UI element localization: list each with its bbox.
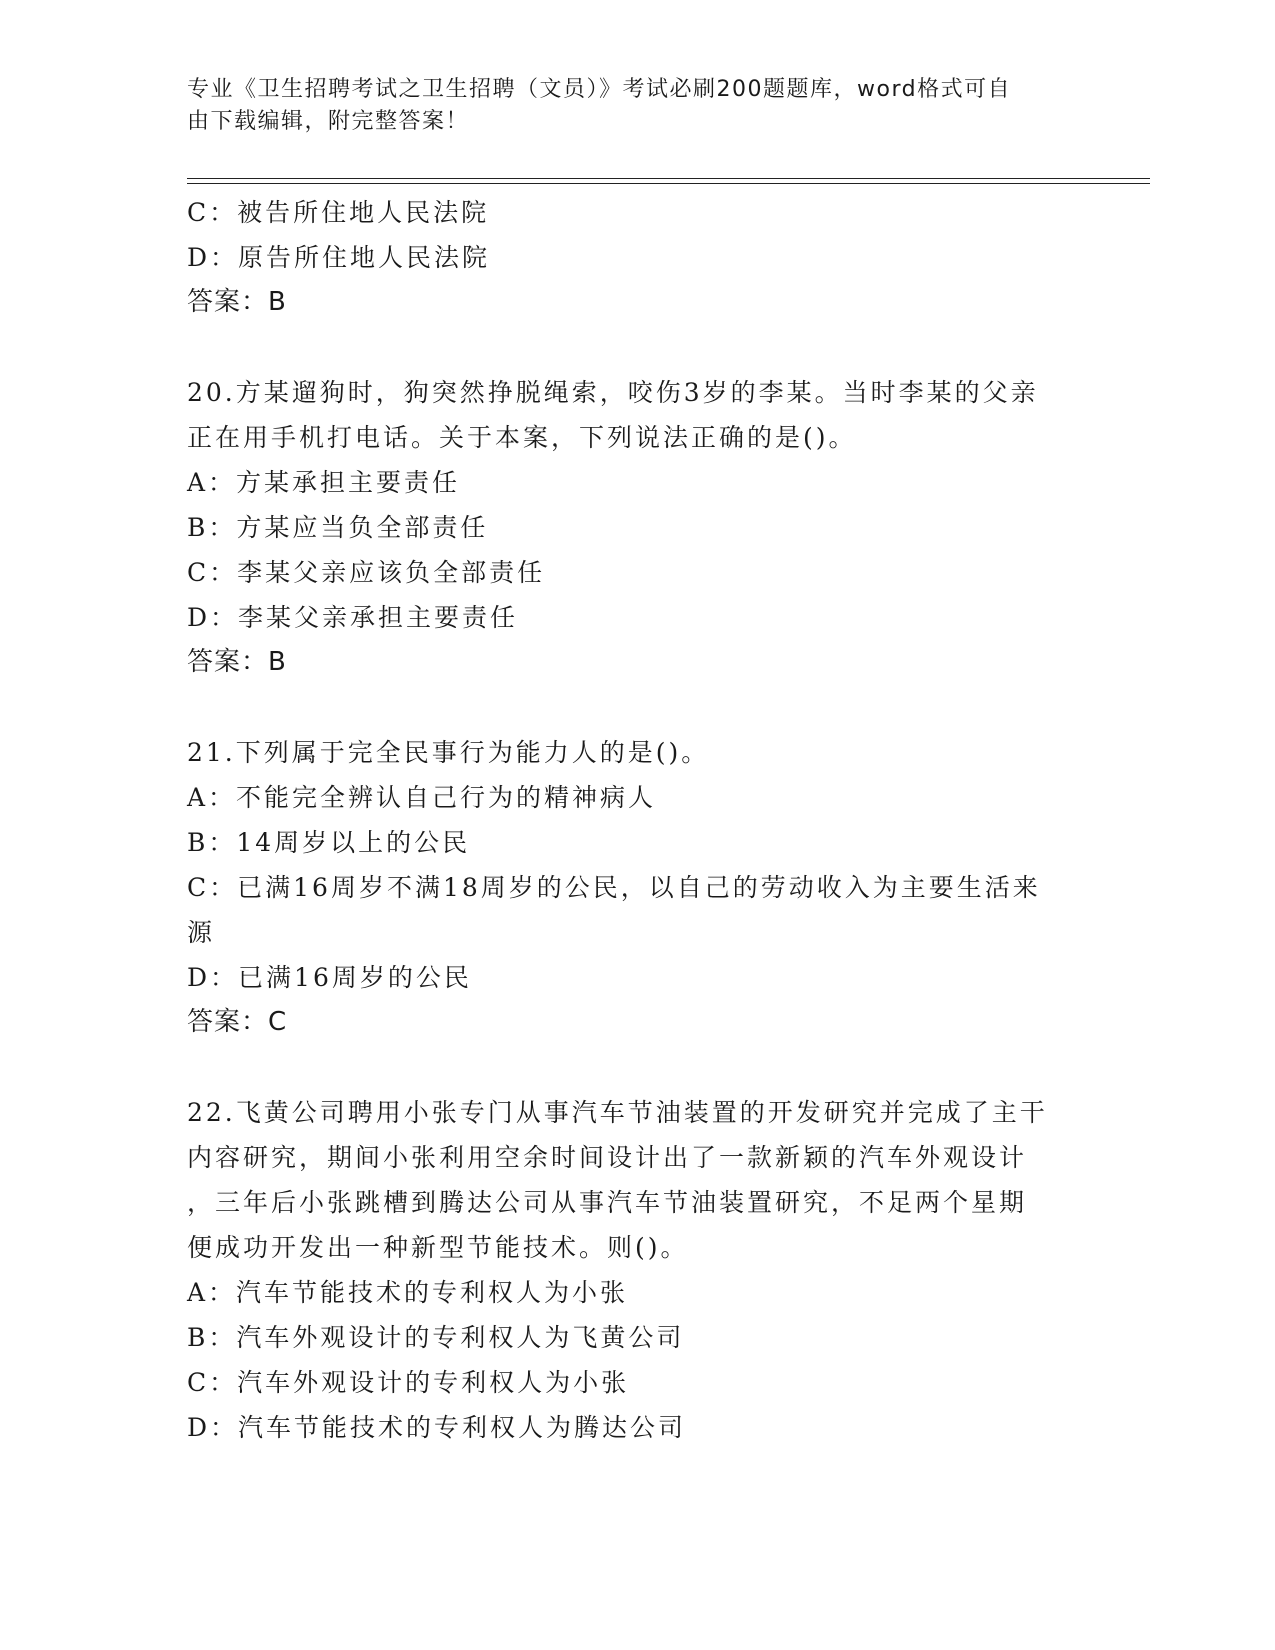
question-20 xyxy=(187,370,1067,685)
q20-option-d: D：李某父亲承担主要责任 xyxy=(187,603,519,632)
q20-option-c: C：李某父亲应该负全部责任 xyxy=(187,558,546,587)
q20-stem-line-2: 正在用手机打电话。关于本案，下列说法正确的是()。 xyxy=(187,423,857,452)
question-spacer xyxy=(187,685,1067,730)
q22-option-c: C：汽车外观设计的专利权人为小张 xyxy=(187,1368,630,1397)
q19-answer: 答案：B xyxy=(187,287,287,317)
question-21 xyxy=(187,730,1067,1045)
q21-option-c-line-2: 源 xyxy=(187,918,216,947)
q20-answer: 答案：B xyxy=(187,647,287,677)
question-19-tail xyxy=(187,190,1067,325)
question-spacer xyxy=(187,1045,1067,1090)
question-spacer xyxy=(187,325,1067,370)
q21-option-a: A：不能完全辨认自己行为的精神病人 xyxy=(187,783,657,812)
q21-option-b: B：14周岁以上的公民 xyxy=(187,828,471,857)
q20-stem-line-1: 20.方某遛狗时，狗突然挣脱绳索，咬伤3岁的李某。当时李某的父亲 xyxy=(187,378,1039,407)
q21-answer: 答案：C xyxy=(187,1007,288,1037)
q21-option-c-line-1: C：已满16周岁不满18周岁的公民，以自己的劳动收入为主要生活来 xyxy=(187,873,1041,902)
q22-option-d: D：汽车节能技术的专利权人为腾达公司 xyxy=(187,1413,687,1442)
question-list xyxy=(187,190,1067,1450)
q22-option-a: A：汽车节能技术的专利权人为小张 xyxy=(187,1278,629,1307)
q22-stem-line-3: ，三年后小张跳槽到腾达公司从事汽车节油装置研究，不足两个星期 xyxy=(187,1188,1028,1217)
q20-option-b: B：方某应当负全部责任 xyxy=(187,513,489,542)
q19-option-d: D：原告所住地人民法院 xyxy=(187,243,491,272)
q22-option-b: B：汽车外观设计的专利权人为飞黄公司 xyxy=(187,1323,685,1352)
q22-stem-line-4: 便成功开发出一种新型节能技术。则()。 xyxy=(187,1233,689,1262)
page-header xyxy=(187,74,1067,138)
header-divider-top xyxy=(187,178,1150,179)
question-22 xyxy=(187,1090,1067,1450)
q21-option-d: D：已满16周岁的公民 xyxy=(187,963,472,992)
q19-option-c: C：被告所住地人民法院 xyxy=(187,198,490,227)
header-divider-bottom xyxy=(187,183,1150,184)
q21-stem-line-1: 21.下列属于完全民事行为能力人的是()。 xyxy=(187,738,710,767)
q22-stem-line-1: 22.飞黄公司聘用小张专门从事汽车节油装置的开发研究并完成了主干 xyxy=(187,1098,1048,1127)
header-line-1: 专业《卫生招聘考试之卫生招聘（文员）》考试必刷200题题库，word格式可自 xyxy=(187,77,1012,102)
header-line-2: 由下载编辑，附完整答案！ xyxy=(187,109,470,134)
q22-stem-line-2: 内容研究，期间小张利用空余时间设计出了一款新颖的汽车外观设计 xyxy=(187,1143,1028,1172)
q20-option-a: A：方某承担主要责任 xyxy=(187,468,461,497)
